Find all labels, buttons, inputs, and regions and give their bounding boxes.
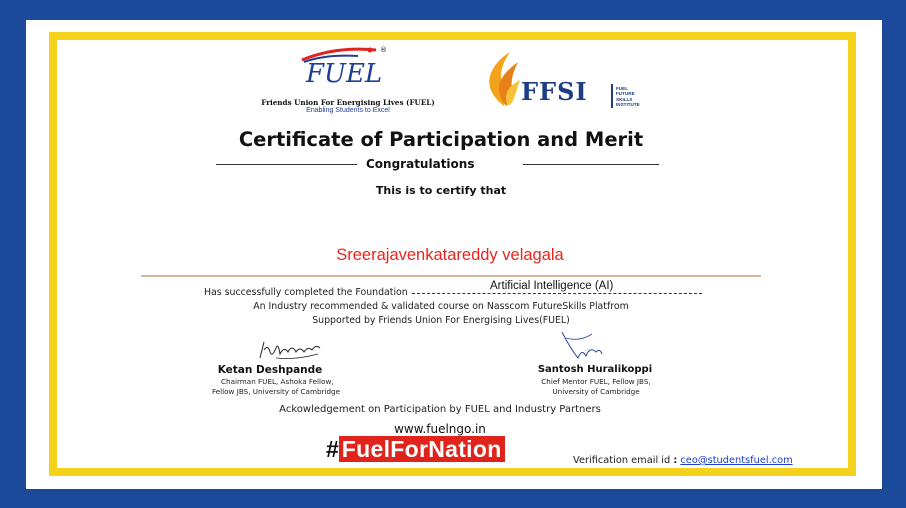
signatory-role-line: University of Cambridge: [552, 387, 640, 396]
course-description: An Industry recommended & validated course on Nasscom FutureSkills Platfrom: [253, 301, 629, 312]
recipient-name: Sreerajavenkatareddy velagala: [336, 246, 564, 264]
hashtag-symbol: #: [326, 436, 339, 462]
verification-colon: :: [673, 455, 678, 466]
signature-santosh-icon: [556, 328, 606, 364]
ffsi-sub-line: SKILLS: [616, 96, 633, 102]
signature-ketan-icon: [256, 336, 326, 362]
completion-text: Has successfully completed the Foundation: [204, 287, 408, 298]
divider-right: [523, 164, 659, 165]
verification-label: Verification email id: [573, 455, 671, 466]
signatory-role-line: Chief Mentor FUEL, Fellow JBS,: [541, 377, 651, 386]
ffsi-subtitle: [616, 86, 666, 108]
signatory-name: Ketan Deshpande: [217, 364, 323, 376]
certificate-title: Certificate of Participation and Merit: [238, 128, 644, 151]
signatory-role: [516, 377, 676, 397]
course-name: Artificial Intelligence (AI): [490, 280, 614, 292]
congratulations-text: Congratulations: [366, 157, 475, 171]
verification-line: [573, 455, 793, 466]
fuel-logo-mark: FUEL: [306, 59, 383, 84]
acknowledgement-text: Ackowledgement on Participation by FUEL and Industry Partners: [279, 404, 601, 415]
signatory-role: [185, 377, 425, 397]
signatory-name: Santosh Huralikoppi: [537, 364, 653, 375]
recipient-underline: [141, 275, 761, 277]
signatory-role-line: Fellow JBS, University of Cambridge: [212, 387, 341, 396]
verification-email-link[interactable]: ceo@studentsfuel.com: [680, 455, 793, 466]
ffsi-sub-line: INSTITUTE: [616, 102, 640, 108]
ffsi-divider: [611, 84, 613, 108]
fuel-tagline: Enabling Students to Excel: [306, 107, 390, 114]
signatory-role-line: Chairman FUEL, Ashoka Fellow,: [221, 377, 334, 386]
fuel-logo-icon: [296, 44, 416, 84]
hashtag-banner: [326, 436, 505, 462]
ffsi-flame-icon: [484, 52, 522, 106]
website-text: www.fuelngo.in: [394, 422, 486, 436]
certify-text: This is to certify that: [375, 184, 507, 197]
divider-left: [216, 164, 357, 165]
support-text: Supported by Friends Union For Energising Lives(FUEL): [312, 315, 570, 326]
hashtag-text: FuelForNation: [339, 436, 505, 462]
ffsi-sub-line: FUTURE: [616, 91, 635, 97]
fuel-full-name: Friends Union For Energising Lives (FUEL): [261, 98, 435, 107]
ffsi-logo-mark: FFSI: [521, 77, 588, 106]
ffsi-sub-line: FUEL: [616, 86, 628, 91]
course-blank-line: [412, 293, 702, 294]
svg-text:®: ®: [380, 46, 387, 54]
